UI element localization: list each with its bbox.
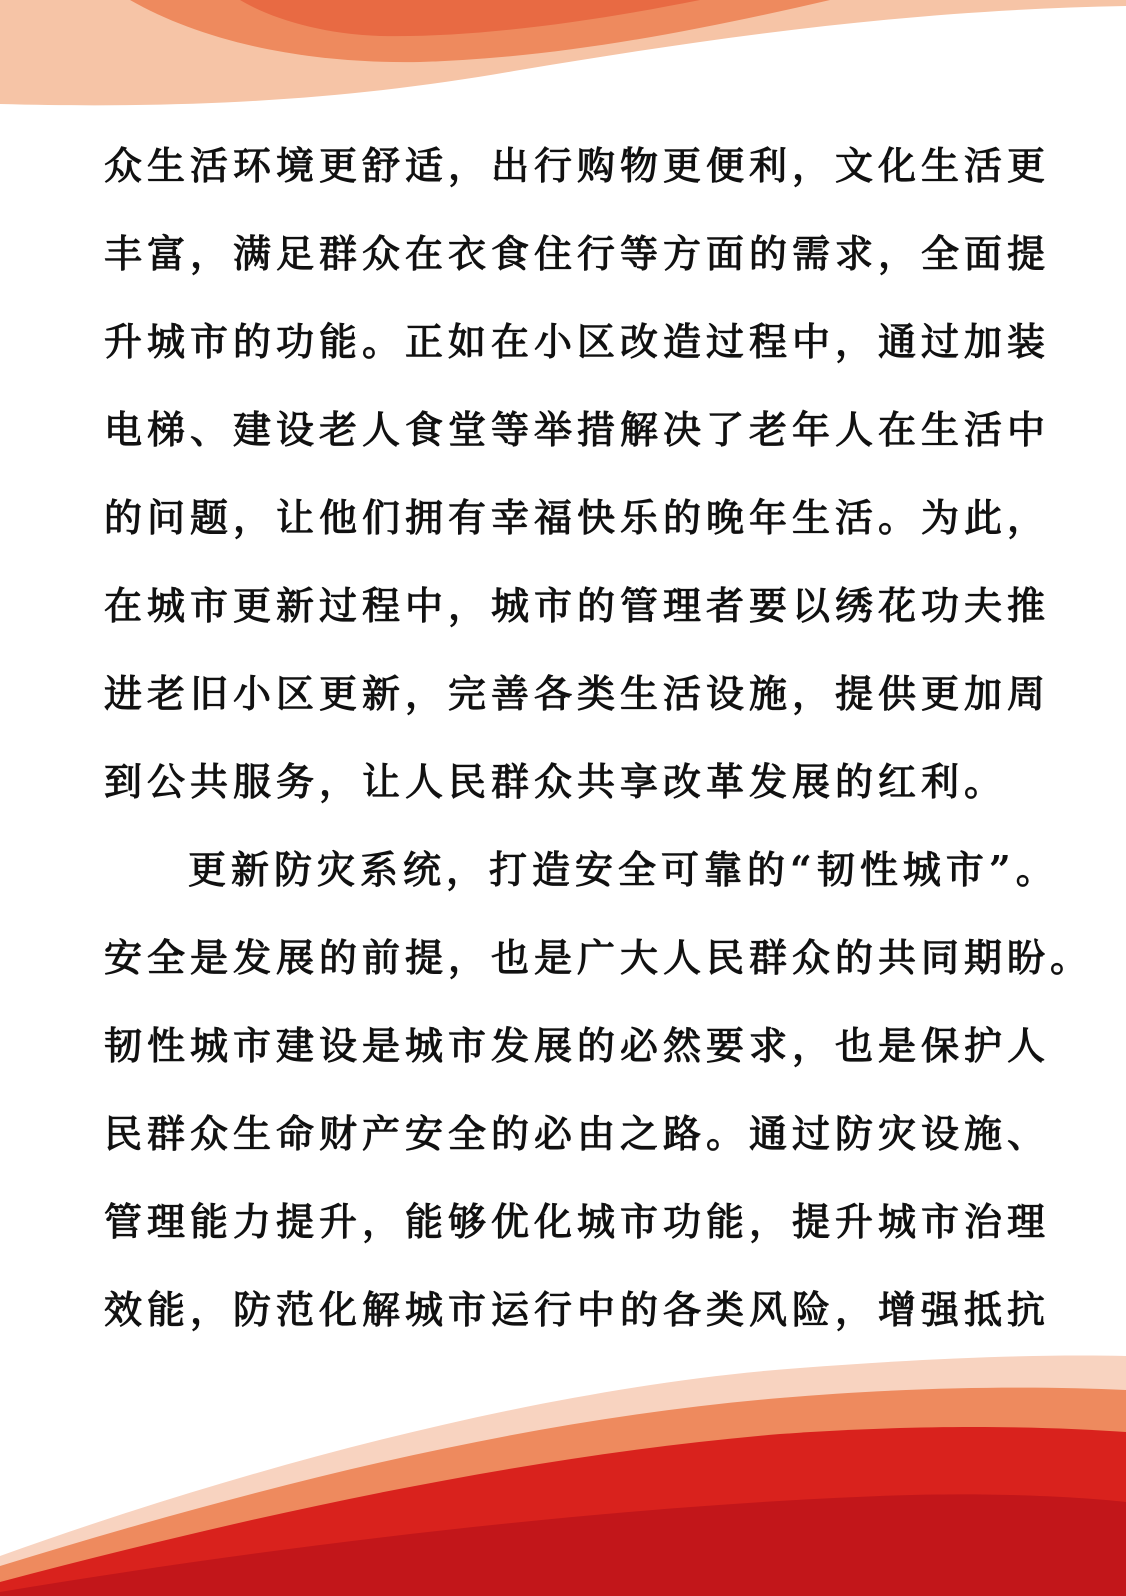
text-line: 丰富，满足群众在衣食住行等方面的需求，全面提 [104,231,1051,276]
text-line: 民群众生命财产安全的必由之路。通过防灾设施、 [104,1111,1051,1156]
paragraph-heading-line: 更新防灾系统，打造安全可靠的“韧性城市”。 [188,847,1059,892]
body-text [104,122,1094,1354]
bottom-wave-decoration [0,1346,1126,1596]
text-line: 到公共服务，让人民群众共享改革发展的红利。 [104,759,1008,804]
top-wave-decoration [0,0,1126,120]
text-line: 众生活环境更舒适，出行购物更便利，文化生活更 [104,143,1051,188]
text-line: 在城市更新过程中，城市的管理者要以绣花功夫推 [104,583,1051,628]
text-line: 效能，防范化解城市运行中的各类风险，增强抵抗 [104,1287,1051,1332]
text-line: 升城市的功能。正如在小区改造过程中，通过加装 [104,319,1051,364]
text-line: 安全是发展的前提，也是广大人民群众的共同期盼。 [104,935,1094,980]
text-line: 管理能力提升，能够优化城市功能，提升城市治理 [104,1199,1051,1244]
text-line: 进老旧小区更新，完善各类生活设施，提供更加周 [104,671,1051,716]
text-line: 韧性城市建设是城市发展的必然要求，也是保护人 [104,1023,1051,1068]
text-line: 的问题，让他们拥有幸福快乐的晚年生活。为此， [104,495,1051,540]
text-line: 电梯、建设老人食堂等举措解决了老年人在生活中 [104,407,1051,452]
